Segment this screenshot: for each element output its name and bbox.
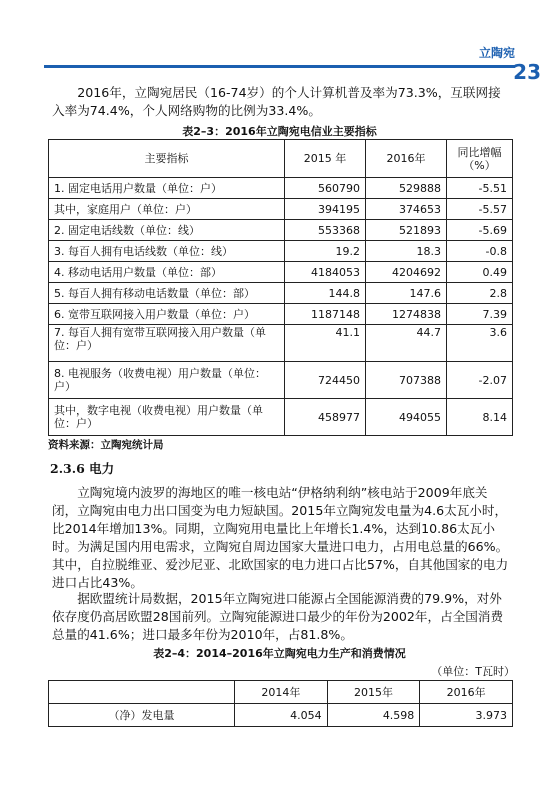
row-label: 8. 电视服务（收费电视）用户数量（单位：户）	[49, 362, 285, 399]
header-2016: 2016年	[420, 681, 513, 704]
header-change: 同比增幅（%）	[447, 140, 513, 178]
row-label: 其中，家庭用户（单位：户）	[49, 199, 285, 220]
table-header-row	[49, 140, 513, 178]
telecom-indicators-table	[48, 139, 513, 436]
row-2014: 4.054	[235, 704, 328, 727]
row-label: 7. 每百人拥有宽带互联网接入用户数量（单位：户）	[49, 325, 285, 362]
row-2015: 560790	[285, 178, 366, 199]
row-2015: 724450	[285, 362, 366, 399]
table-row	[49, 399, 513, 436]
row-2015: 41.1	[285, 325, 366, 362]
table2-unit: （单位：T瓦时）	[431, 665, 515, 678]
row-2015: 458977	[285, 399, 366, 436]
header-blank	[49, 681, 235, 704]
table1-source: 资料来源：立陶宛统计局	[48, 439, 164, 451]
row-change: 0.49	[447, 262, 513, 283]
row-label: 6. 宽带互联网接入用户数量（单位：户）	[49, 304, 285, 325]
row-change: 7.39	[447, 304, 513, 325]
section-heading: 2.3.6 电力	[50, 461, 115, 476]
row-2015: 394195	[285, 199, 366, 220]
row-change: 8.14	[447, 399, 513, 436]
row-2016: 1274838	[366, 304, 447, 325]
row-2016: 529888	[366, 178, 447, 199]
power-table	[48, 680, 513, 727]
header-2016: 2016年	[366, 140, 447, 178]
row-change: -2.07	[447, 362, 513, 399]
row-label: 其中，数字电视（收费电视）用户数量（单位：户）	[49, 399, 285, 436]
row-2015: 4184053	[285, 262, 366, 283]
row-label: 3. 每百人拥有电话线数（单位：线）	[49, 241, 285, 262]
table-row	[49, 304, 513, 325]
row-2016: 521893	[366, 220, 447, 241]
table-row	[49, 199, 513, 220]
row-2015: 553368	[285, 220, 366, 241]
row-label: （净）发电量	[49, 704, 235, 727]
header-rule	[44, 65, 515, 68]
table-row	[49, 262, 513, 283]
table-row	[49, 241, 513, 262]
row-2016: 374653	[366, 199, 447, 220]
row-2016: 18.3	[366, 241, 447, 262]
page-number: 23	[513, 60, 541, 84]
header-title: 立陶宛	[478, 46, 515, 60]
header-2014: 2014年	[235, 681, 328, 704]
row-2016: 494055	[366, 399, 447, 436]
table2-caption: 表2–4：2014–2016年立陶宛电力生产和消费情况	[153, 647, 406, 660]
row-change: -5.51	[447, 178, 513, 199]
row-2016: 707388	[366, 362, 447, 399]
row-2016: 44.7	[366, 325, 447, 362]
row-2016: 4204692	[366, 262, 447, 283]
table1-caption: 表2–3：2016年立陶宛电信业主要指标	[182, 125, 377, 138]
table-row	[49, 220, 513, 241]
row-label: 2. 固定电话线数（单位：线）	[49, 220, 285, 241]
row-change: -5.57	[447, 199, 513, 220]
row-change: -0.8	[447, 241, 513, 262]
table-header-row	[49, 681, 513, 704]
table-row	[49, 325, 513, 362]
row-2015: 144.8	[285, 283, 366, 304]
row-2016: 3.973	[420, 704, 513, 727]
header-2015: 2015 年	[285, 140, 366, 178]
header-2015: 2015年	[327, 681, 420, 704]
paragraph-energy-import: 据欧盟统计局数据，2015年立陶宛进口能源占全国能源消费的79.9%，对外依存度仍高居欧盟28国前列。立陶宛能源进口最少的年份为2002年，占全国消费总量的41.6%；进口最多年份为2010年，占81.8%。	[52, 591, 504, 642]
row-label: 1. 固定电话用户数量（单位：户）	[49, 178, 285, 199]
paragraph-internet: 2016年，立陶宛居民（16-74岁）的个人计算机普及率为73.3%，互联网接入率为74.4%，个人网络购物的比例为33.4%。	[52, 85, 501, 118]
row-change: -5.69	[447, 220, 513, 241]
paragraph-nuclear: 立陶宛境内波罗的海地区的唯一核电站“伊格纳利纳”核电站于2009年底关闭，立陶宛由电力出口国变为电力短缺国。2015年立陶宛发电量为4.6太瓦小时，比2014年增加13%。同期，立陶宛用电量比上年增长1.4%，达到10.86太瓦小时。为满足国内用电需求，立陶宛自周边国家大量进口电力，占用电总量的66%。其中，自拉脱维亚、爱沙尼亚、北欧国家的电力进口占比57%，自其他国家的电力进口占比43%。	[52, 485, 509, 590]
row-change: 2.8	[447, 283, 513, 304]
row-2016: 147.6	[366, 283, 447, 304]
table-row	[49, 283, 513, 304]
row-2015: 1187148	[285, 304, 366, 325]
row-2015: 19.2	[285, 241, 366, 262]
row-label: 5. 每百人拥有移动电话数量（单位：部）	[49, 283, 285, 304]
row-2015: 4.598	[327, 704, 420, 727]
table-row	[49, 704, 513, 727]
table-row	[49, 178, 513, 199]
row-label: 4. 移动电话用户数量（单位：部）	[49, 262, 285, 283]
table-row	[49, 362, 513, 399]
header-indicator: 主要指标	[49, 140, 285, 178]
row-change: 3.6	[447, 325, 513, 362]
